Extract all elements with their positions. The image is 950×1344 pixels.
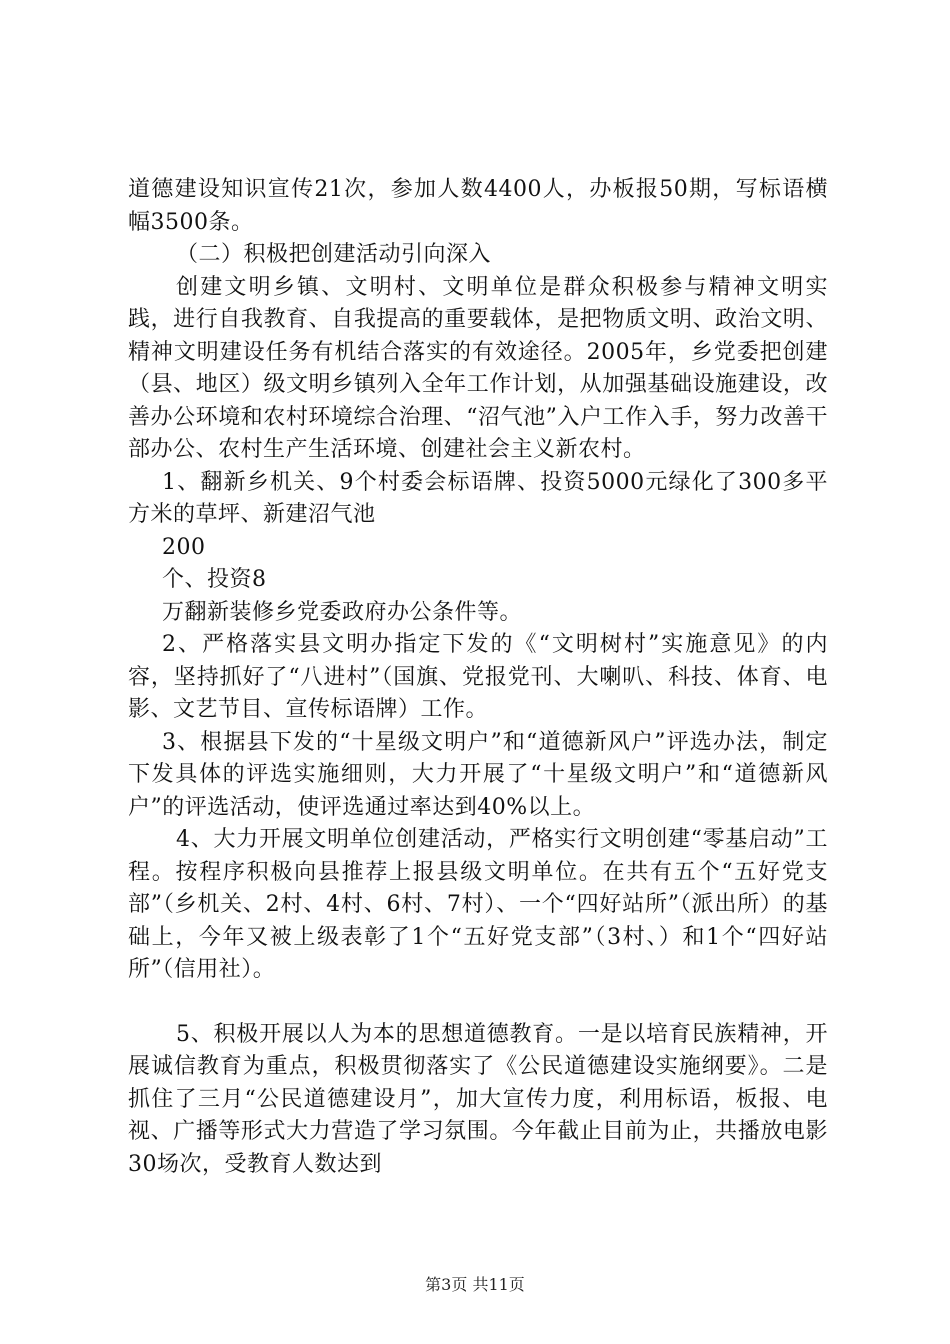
- list-item-1-fragment: 200: [162, 534, 206, 560]
- list-item-2: 2、严格落实县文明办指定下发的《“文明树村”实施意见》的内容，坚持抓好了“八进村”（国旗、党报党刊、大喇叭、科技、体育、电影、文艺节目、宣传标语牌）工作。: [128, 632, 828, 722]
- list-item-1-fragment: 万翻新装修乡党委政府办公条件等。: [162, 599, 523, 625]
- paragraph-spacer: [128, 987, 828, 1019]
- paragraph-continuation: 道德建设知识宣传21次，参加人数4400人，办板报50期，写标语横幅3500条。: [128, 177, 828, 235]
- document-body: [128, 174, 828, 1181]
- list-item-4: 4、大力开展文明单位创建活动，严格实行文明创建“零基启动”工程。按程序积极向县推荐上报县级文明单位。在共有五个“五好党支部”（乡机关、2村、4村、6村、7村）、一个“四好站所”（派出所）的基础上，今年又被上级表彰了1个“五好党支部”（3村、）和1个“四好站所”（信用社）。: [128, 827, 828, 982]
- section-heading: （二）积极把创建活动引向深入: [176, 242, 492, 267]
- page-number: 第3页 共11页: [425, 1275, 525, 1294]
- list-item-5: 5、积极开展以人为本的思想道德教育。一是以培育民族精神，开展诚信教育为重点，积极贯彻落实了《公民道德建设实施纲要》。二是抓住了三月“公民道德建设月”，加大宣传力度，利用标语，板报、电视、广播等形式大力营造了学习氛围。今年截止目前为止，共播放电影30场次，受教育人数达到: [128, 1021, 828, 1177]
- paragraph: 创建文明乡镇、文明村、文明单位是群众积极参与精神文明实践，进行自我教育、自我提高的重要载体，是把物质文明、政治文明、精神文明建设任务有机结合落实的有效途径。2005年，乡党委把创建（县、地区）级文明乡镇列入全年工作计划，从加强基础设施建设，改善办公环境和农村环境综合治理、“沼气池”入户工作入手，努力改善干部办公、农村生产生活环境、创建社会主义新农村。: [128, 274, 828, 462]
- list-item-1-fragment: 个、投资8: [162, 567, 267, 592]
- list-item-1: 1、翻新乡机关、9个村委会标语牌、投资5000元绿化了300多平方米的草坪、新建沼气池: [128, 469, 828, 527]
- list-item-3: 3、根据县下发的“十星级文明户”和“道德新风户”评选办法，制定下发具体的评选实施细则，大力开展了“十星级文明户”和“道德新风户”的评选活动，使评选通过率达到40%以上。: [128, 729, 828, 820]
